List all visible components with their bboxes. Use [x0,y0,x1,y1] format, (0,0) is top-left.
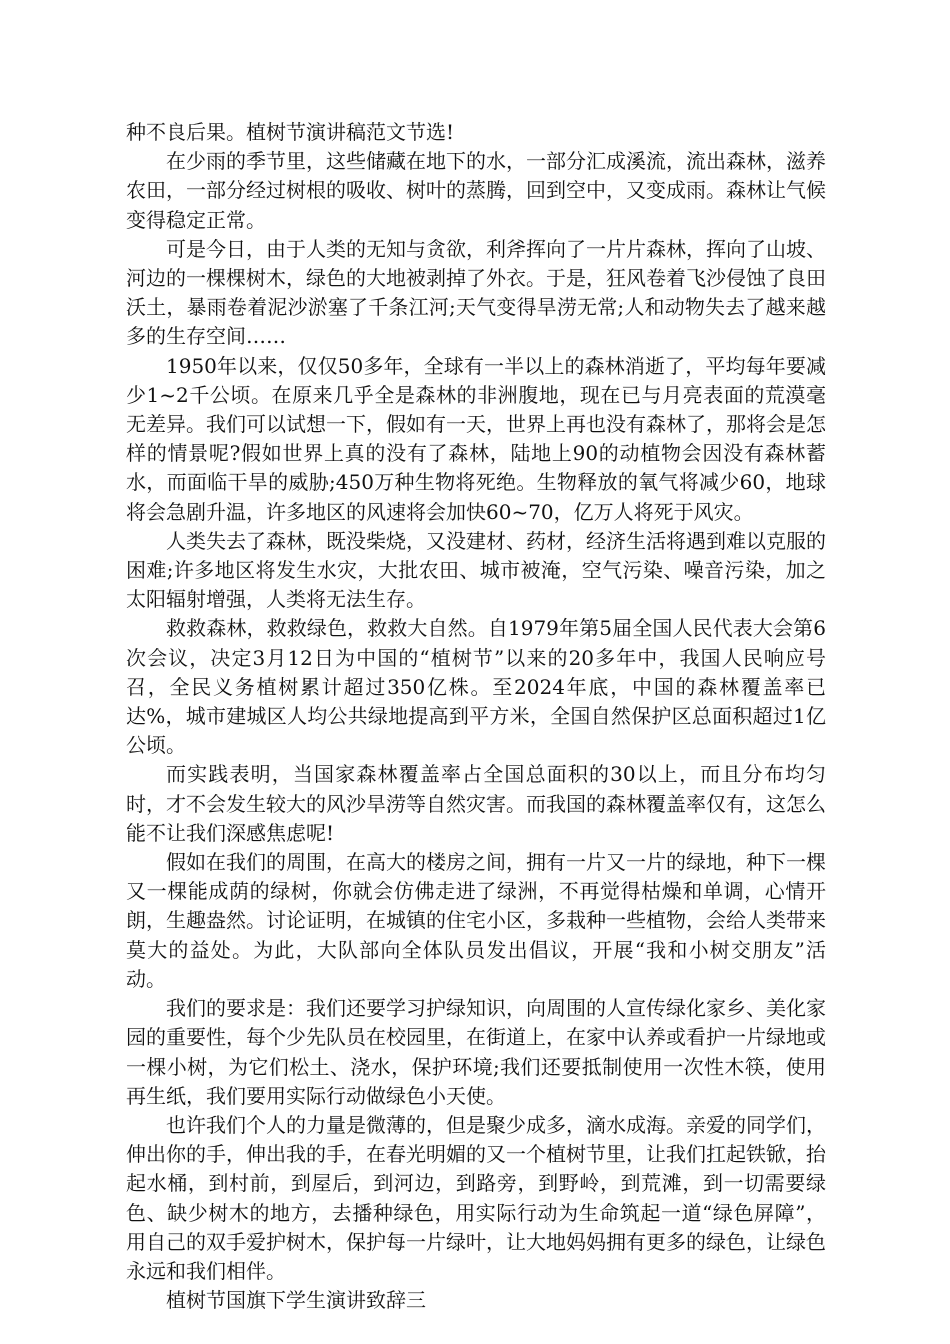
paragraph-9: 我们的要求是：我们还要学习护绿知识，向周围的人宣传绿化家乡、美化家园的重要性，每个少先队员在校园里，在街道上，在家中认养或看护一片绿地或一棵小树，为它们松土、浇水，保护环境;我们还要抵制使用一次性木筷，使用再生纸，我们要用实际行动做绿色小天使。 [126,996,826,1108]
section-heading: 植树节国旗下学生演讲致辞三 [166,1288,426,1313]
document-body [126,118,826,1315]
paragraph-3: 可是今日，由于人类的无知与贪欲，利斧挥向了一片片森林，挥向了山坡、河边的一棵棵树木，绿色的大地被剥掉了外衣。于是，狂风卷着飞沙侵蚀了良田沃土，暴雨卷着泥沙淤塞了千条江河;天气变得旱涝无常;人和动物失去了越来越多的生存空间…… [126,236,826,349]
paragraph-10: 也许我们个人的力量是微薄的，但是聚少成多，滴水成海。亲爱的同学们，伸出你的手，伸出我的手，在春光明媚的又一个植树节里，让我们扛起铁锨，抬起水桶，到村前，到屋后，到河边，到路旁，到野岭，到荒滩，到一切需要绿色、缺少树木的地方，去播种绿色，用实际行动为生命筑起一道“绿色屏障”，用自己的双手爱护树木，保护每一片绿叶，让大地妈妈拥有更多的绿色，让绿色永远和我们相伴。 [126,1112,826,1283]
paragraph-8: 假如在我们的周围，在高大的楼房之间，拥有一片又一片的绿地，种下一棵又一棵能成荫的绿树，你就会仿佛走进了绿洲，不再觉得枯燥和单调，心情开朗，生趣盎然。讨论证明，在城镇的住宅小区，多栽种一些植物，会给人类带来莫大的益处。为此，大队部向全体队员发出倡议，开展“我和小树交朋友”活动。 [126,850,826,991]
paragraph-2: 在少雨的季节里，这些储藏在地下的水，一部分汇成溪流，流出森林，滋养农田，一部分经过树根的吸收、树叶的蒸腾，回到空中，又变成雨。森林让气候变得稳定正常。 [126,149,826,232]
paragraph-1: 种不良后果。植树节演讲稿范文节选! [126,120,455,144]
paragraph-4: 1950年以来，仅仅50多年，全球有一半以上的森林消逝了，平均每年要减少1~2千公顷。在原来几乎全是森林的非洲腹地，现在已与月亮表面的荒漠毫无差异。我们可以试想一下，假如有一天，世界上再也没有森林了，那将会是怎样的情景呢?假如世界上真的没有了森林，陆地上90的动植物会因没有森林蓄水，而面临干旱的威胁;450万种生物将死绝。生物释放的氧气将减少60，地球将会急剧升温，许多地区的风速将会加快60~70，亿万人将死于风灾。 [126,353,826,524]
paragraph-5: 人类失去了森林，既没柴烧，又没建材、药材，经济生活将遇到难以克服的困难;许多地区将发生水灾，大批农田、城市被淹，空气污染、噪音污染，加之太阳辐射增强，人类将无法生存。 [126,528,826,612]
paragraph-7: 而实践表明，当国家森林覆盖率占全国总面积的30以上，而且分布均匀时，才不会发生较大的风沙旱涝等自然灾害。而我国的森林覆盖率仅有，这怎么能不让我们深感焦虑呢! [126,762,826,845]
paragraph-6: 救救森林，救救绿色，救救大自然。自1979年第5届全国人民代表大会第6次会议，决定3月12日为中国的“植树节”以来的20多年中，我国人民响应号召，全民义务植树累计超过350亿株。至2024年底，中国的森林覆盖率已达%，城市建城区人均公共绿地提高到平方米，全国自然保护区总面积超过1亿公顷。 [126,616,826,758]
